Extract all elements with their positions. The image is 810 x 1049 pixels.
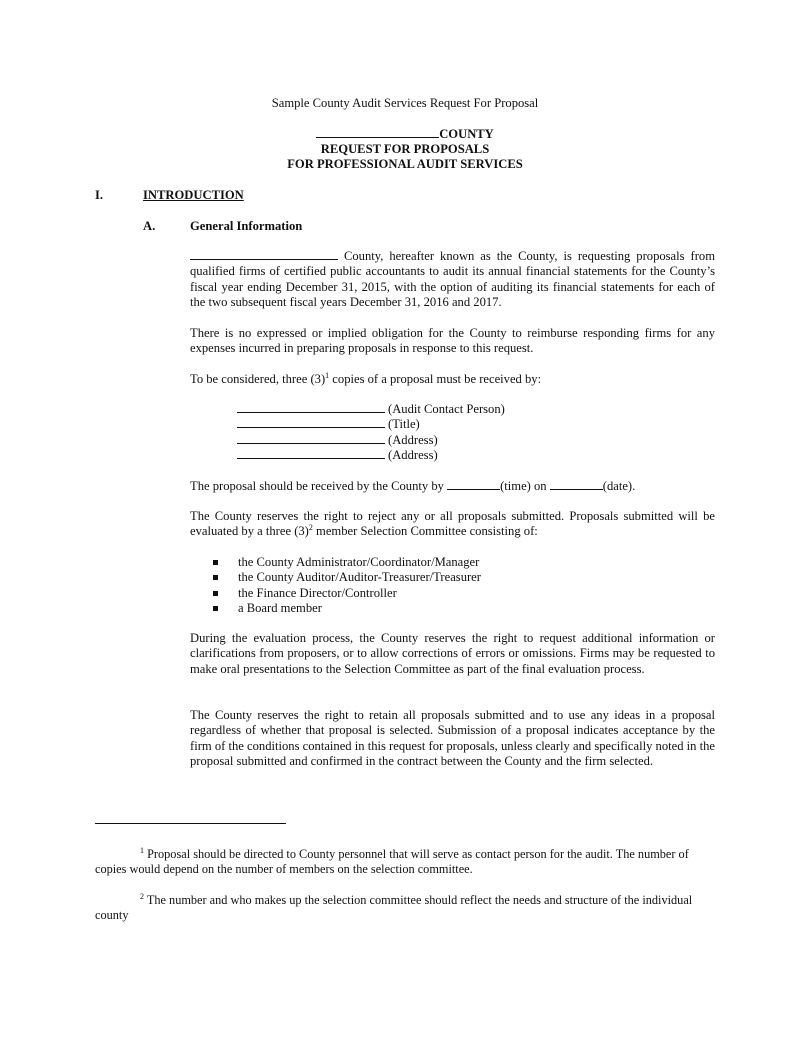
list-item: the County Auditor/Auditor-Treasurer/Treasurer <box>213 570 481 585</box>
date-blank <box>550 479 603 490</box>
contact-line: (Audit Contact Person) <box>237 402 505 417</box>
paragraph-evaluation: During the evaluation process, the County reserves the right to request additional information or clarifications from proposers, or to allow corrections of errors or omissions. Firms may be requested to make oral presentations to the Selection Committee as part of the final evaluation process. <box>190 631 715 676</box>
county-title-line: COUNTY <box>0 127 810 142</box>
time-blank <box>447 479 500 490</box>
contact-line: (Address) <box>237 433 505 448</box>
county-name-blank <box>316 127 439 138</box>
document-title-block <box>0 127 810 172</box>
subsection-letter: A. <box>143 219 156 233</box>
contact-block <box>237 402 505 463</box>
paragraph-general-info: County, hereafter known as the County, is requesting proposals from qualified firms of certified public accountants to audit its annual financial statements for the County’s fiscal year ending December 31, 2015, with the option of auditing its financial statements for each of the two subsequent fiscal years December 31, 2016 and 2017. <box>190 249 715 309</box>
bullet-icon <box>213 591 218 596</box>
committee-list <box>213 555 481 616</box>
subsection-title: General Information <box>190 219 303 233</box>
paragraph-selection: The County reserves the right to reject any or all proposals submitted. Proposals submitted will be evaluated by a three $(3)^2$ member Selection Committee consisting of: <box>190 509 715 539</box>
contact-line: (Title) <box>237 417 505 432</box>
title-line-rfp: REQUEST FOR PROPOSALS <box>320 142 490 156</box>
list-item: the Finance Director/Controller <box>213 586 481 601</box>
running-header: Sample County Audit Services Request For Proposal <box>271 96 539 110</box>
footnote-2: $^2$ The number and who makes up the selection committee should reflect the needs and structure of the individual county <box>95 892 693 923</box>
bullet-icon <box>213 575 218 580</box>
title-line-audit-services: FOR PROFESSIONAL AUDIT SERVICES <box>287 157 523 171</box>
paragraph-no-obligation: There is no expressed or implied obligation for the County to reimburse responding firms for any expenses incurred in preparing proposals in response to this request. <box>190 326 715 356</box>
paragraph-deadline: The proposal should be received by the County by (time) on (date). <box>190 479 636 493</box>
footnote-divider <box>95 823 286 824</box>
county-blank <box>190 249 338 260</box>
list-item: a Board member <box>213 601 481 616</box>
footnote-ref-1: 1 <box>325 371 330 380</box>
bullet-icon <box>213 560 218 565</box>
footnote-ref-2: 2 <box>308 523 313 533</box>
paragraph-retain-rights: The County reserves the right to retain all proposals submitted and to use any ideas in a proposal regardless of whether that proposal is selected. Submission of a proposal indicates acceptance by the firm of the conditions contained in this request for proposals, unless clearly and specifically noted in the proposal submitted and confirmed in the contract between the County and the firm selected. <box>190 708 715 768</box>
list-item: the County Administrator/Coordinator/Manager <box>213 555 481 570</box>
bullet-icon <box>213 606 218 611</box>
contact-line: (Address) <box>237 448 505 463</box>
paragraph-copies: To be considered, three $(3)^1$ copies of a proposal must be received by: <box>190 371 542 386</box>
footnote-1: $^1$ Proposal should be directed to County personnel that will serve as contact person for the audit. The number of copies would depend on the number of members on the selection committee. <box>95 846 689 877</box>
section-title: INTRODUCTION <box>143 188 244 202</box>
section-number: I. <box>95 188 104 202</box>
